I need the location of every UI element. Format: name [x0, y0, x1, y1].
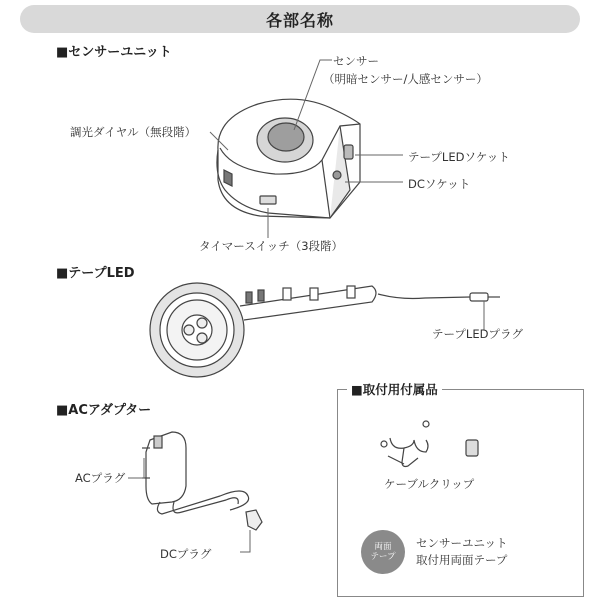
tape-badge-line2: テープ	[370, 552, 396, 562]
sensor-unit-heading: ■センサーユニット	[56, 45, 172, 60]
tape-label-line2: 取付用両面テープ	[416, 553, 508, 567]
accessories-heading: ■取付用付属品	[347, 380, 442, 398]
tape-led-heading: ■テープLED	[56, 266, 135, 281]
tape-badge-line1: 両面	[374, 542, 392, 552]
tape-label-line1: センサーユニット	[416, 536, 508, 550]
ac-adapter-illustration	[142, 432, 262, 530]
double-sided-tape-badge	[361, 530, 405, 574]
dc-plug-label: DCプラグ	[160, 547, 212, 561]
dimmer-label: 調光ダイヤル（無段階）	[70, 125, 197, 139]
timer-switch-label: タイマースイッチ（3段階）	[199, 239, 344, 253]
sensor-label: センサー	[333, 54, 379, 68]
cable-clip-label: ケーブルクリップ	[384, 477, 475, 491]
sensor-unit-illustration	[217, 99, 360, 218]
tape-socket-label: テープLEDソケット	[408, 150, 510, 164]
page-title: 各部名称	[265, 10, 334, 30]
dc-socket-label: DCソケット	[408, 177, 471, 191]
tape-led-plug-label: テープLEDプラグ	[432, 327, 523, 341]
sensor-sub-label: （明暗センサー/人感センサー）	[323, 72, 488, 86]
ac-plug-label: ACプラグ	[75, 471, 126, 485]
ac-adapter-heading: ■ACアダプター	[56, 403, 152, 418]
